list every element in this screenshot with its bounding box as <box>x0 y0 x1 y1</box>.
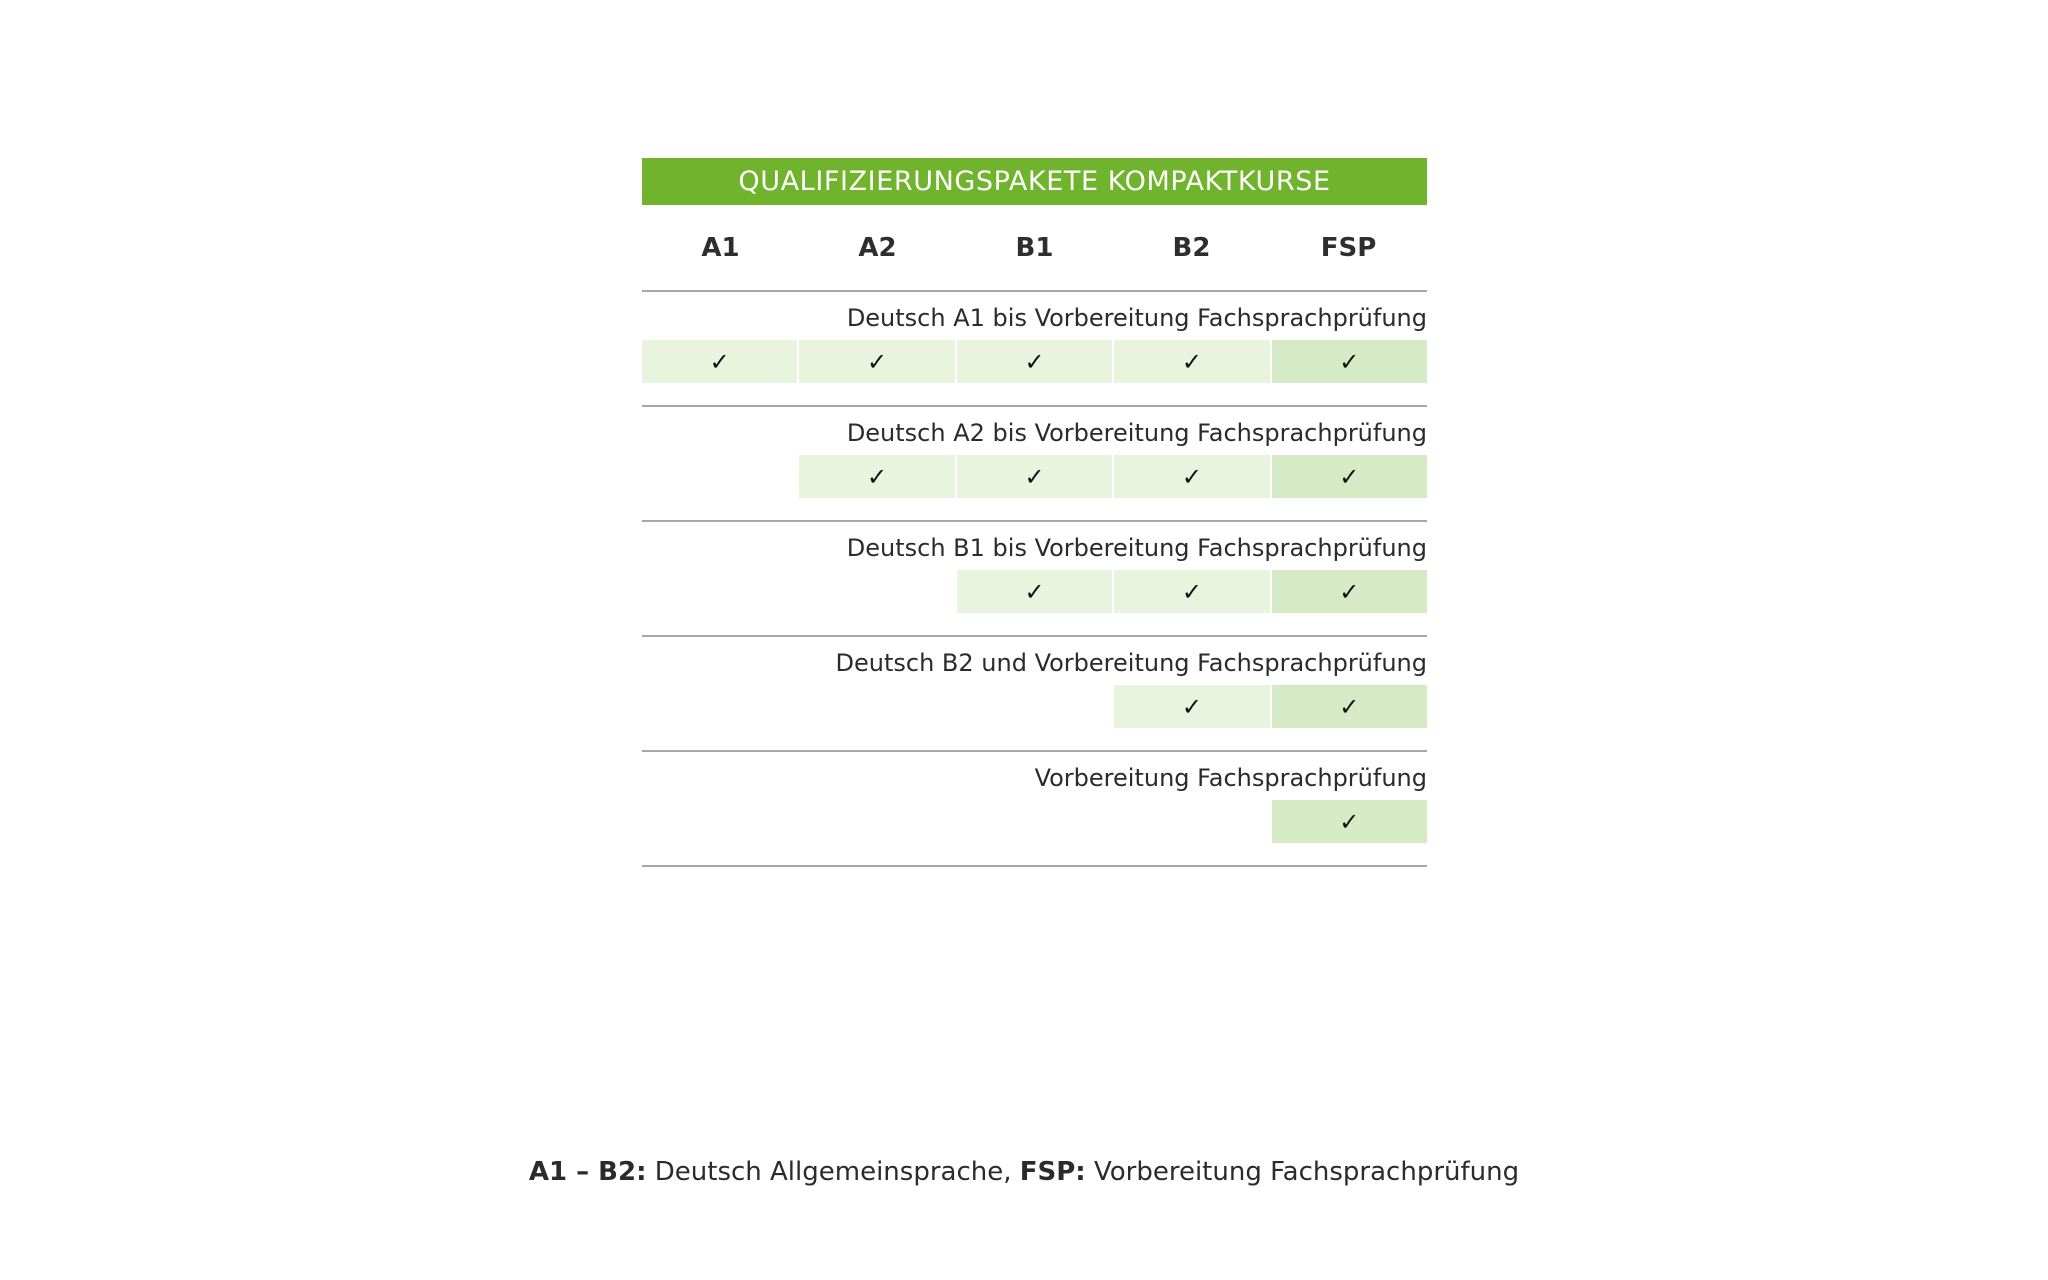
checkmark-icon: ✓ <box>1181 462 1202 491</box>
checkmark-icon: ✓ <box>1181 347 1202 376</box>
checkmark-icon: ✓ <box>867 462 888 491</box>
legend <box>0 1157 2048 1187</box>
checkmark-icon: ✓ <box>1339 462 1360 491</box>
package-title: Deutsch A1 bis Vorbereitung Fachsprachprüfung <box>846 304 1427 332</box>
check-cell-b2 <box>1114 570 1269 613</box>
check-cell-fsp <box>1272 685 1427 728</box>
checkmark-icon: ✓ <box>1024 577 1045 606</box>
package-title: Vorbereitung Fachsprachprüfung <box>1034 764 1427 792</box>
check-cell-b1 <box>957 340 1112 383</box>
package-level-cells <box>642 800 1427 843</box>
package-row <box>642 752 1427 867</box>
check-cell-a2 <box>799 455 954 498</box>
empty-cell-b2 <box>1114 800 1269 843</box>
check-cell-a2 <box>799 340 954 383</box>
checkmark-icon: ✓ <box>1339 692 1360 721</box>
empty-cell-a1 <box>642 685 797 728</box>
check-cell-fsp <box>1272 455 1427 498</box>
package-level-cells <box>642 455 1427 498</box>
empty-cell-a1 <box>642 570 797 613</box>
empty-cell-a2 <box>799 800 954 843</box>
level-header-fsp: FSP <box>1320 232 1377 263</box>
checkmark-icon: ✓ <box>1181 577 1202 606</box>
legend-term-a1-b2: A1 – B2: <box>528 1157 647 1187</box>
legend-desc-fsp: Vorbereitung Fachsprachprüfung <box>1093 1157 1520 1187</box>
check-cell-fsp <box>1272 340 1427 383</box>
level-header-b1: B1 <box>1015 232 1054 263</box>
package-title: Deutsch B2 und Vorbereitung Fachsprachprüfung <box>835 649 1427 677</box>
level-header-a2: A2 <box>858 232 897 263</box>
package-row <box>642 407 1427 522</box>
checkmark-icon: ✓ <box>1339 577 1360 606</box>
package-row <box>642 292 1427 407</box>
checkmark-icon: ✓ <box>1181 692 1202 721</box>
empty-cell-b1 <box>957 685 1112 728</box>
check-cell-a1 <box>642 340 797 383</box>
check-cell-fsp <box>1272 800 1427 843</box>
check-cell-b1 <box>957 455 1112 498</box>
level-header-row <box>642 205 1427 292</box>
table-title: QUALIFIZIERUNGSPAKETE KOMPAKTKURSE <box>642 158 1427 205</box>
package-level-cells <box>642 685 1427 728</box>
level-header-b2: B2 <box>1172 232 1211 263</box>
package-row <box>642 522 1427 637</box>
legend-desc-general-language: Deutsch Allgemeinsprache, <box>654 1157 1012 1187</box>
checkmark-icon: ✓ <box>1024 347 1045 376</box>
check-cell-b2 <box>1114 340 1269 383</box>
checkmark-icon: ✓ <box>1024 462 1045 491</box>
empty-cell-a2 <box>799 685 954 728</box>
package-level-cells <box>642 340 1427 383</box>
package-title: Deutsch A2 bis Vorbereitung Fachsprachprüfung <box>846 419 1427 447</box>
checkmark-icon: ✓ <box>709 347 730 376</box>
check-cell-b2 <box>1114 685 1269 728</box>
level-header-a1: A1 <box>701 232 740 263</box>
check-cell-fsp <box>1272 570 1427 613</box>
check-cell-b2 <box>1114 455 1269 498</box>
legend-term-fsp: FSP: <box>1019 1157 1086 1187</box>
check-cell-b1 <box>957 570 1112 613</box>
package-title: Deutsch B1 bis Vorbereitung Fachsprachprüfung <box>846 534 1427 562</box>
qualification-packages-table <box>642 158 1427 867</box>
empty-cell-a1 <box>642 455 797 498</box>
package-row <box>642 637 1427 752</box>
package-level-cells <box>642 570 1427 613</box>
checkmark-icon: ✓ <box>1339 807 1360 836</box>
empty-cell-a1 <box>642 800 797 843</box>
empty-cell-a2 <box>799 570 954 613</box>
checkmark-icon: ✓ <box>1339 347 1360 376</box>
empty-cell-b1 <box>957 800 1112 843</box>
checkmark-icon: ✓ <box>867 347 888 376</box>
package-list <box>642 292 1427 867</box>
